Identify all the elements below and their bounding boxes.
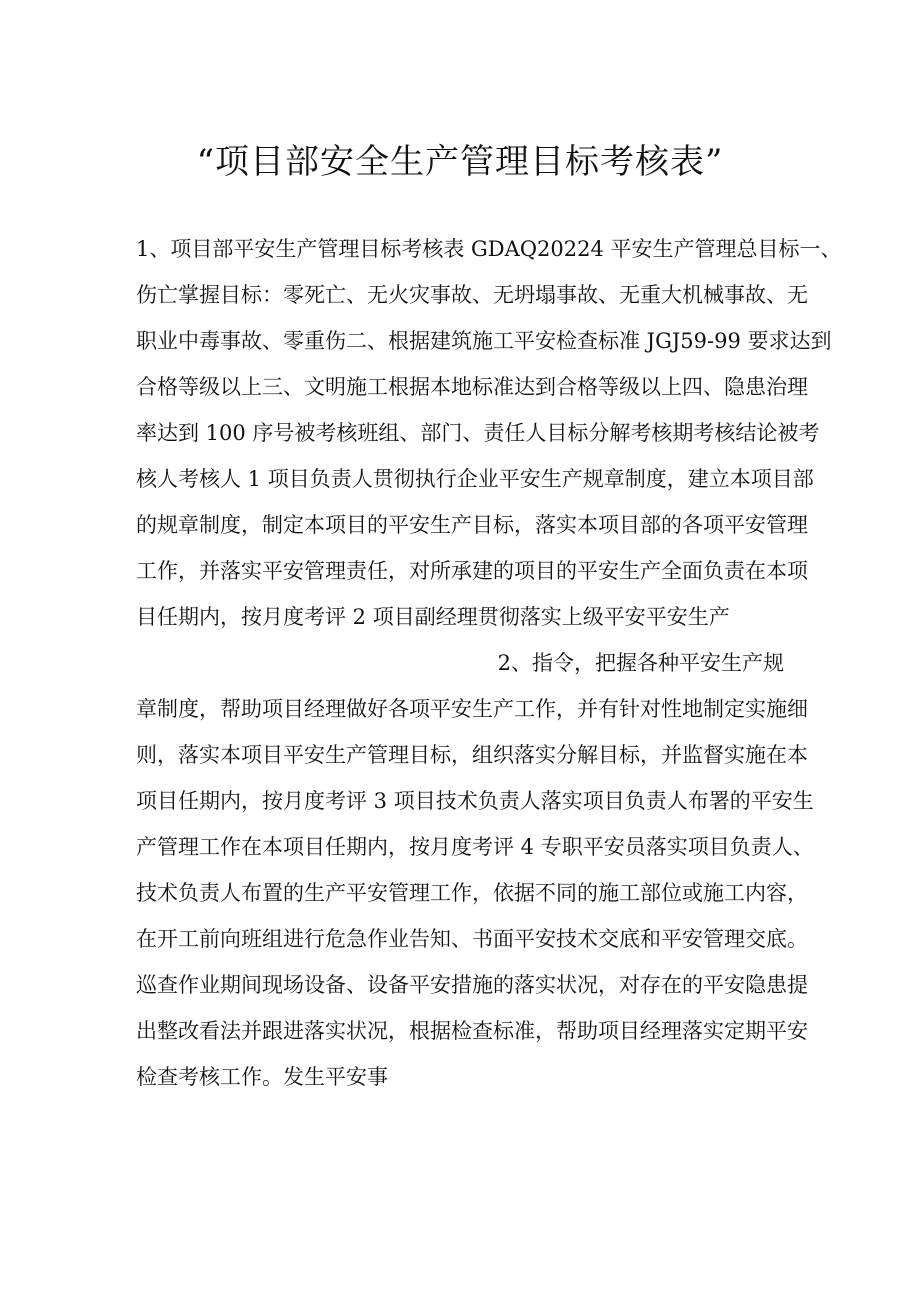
document-title: “项目部安全生产管理目标考核表” xyxy=(196,142,724,182)
text-line: 伤亡掌握目标：零死亡、无火灾事故、无坍塌事故、无重大机械事故、无 xyxy=(136,283,808,307)
text-line: 目任期内，按月度考评 2 项目副经理贯彻落实上级平安平安生产 xyxy=(136,605,730,629)
text-line: 的规章制度，制定本项目的平安生产目标，落实本项目部的各项平安管理 xyxy=(136,513,808,537)
text-line: 核人考核人 1 项目负责人贯彻执行企业平安生产规章制度，建立本项目部 xyxy=(136,467,814,491)
text-line: 则，落实本项目平安生产管理目标，组织落实分解目标，并监督实施在本 xyxy=(136,743,808,767)
text-line: 项目任期内，按月度考评 3 项目技术负责人落实项目负责人布署的平安生 xyxy=(136,789,814,813)
text-line: 合格等级以上三、文明施工根据本地标准达到合格等级以上四、隐患治理 xyxy=(136,375,808,399)
text-line: 工作，并落实平安管理责任，对所承建的项目的平安生产全面负责在本项 xyxy=(136,559,808,583)
text-line: 职业中毒事故、零重伤二、根据建筑施工平安检查标准 JGJ59-99 要求达到 xyxy=(136,329,832,353)
text-line: 技术负责人布置的生产平安管理工作，依据不同的施工部位或施工内容， xyxy=(136,881,808,905)
text-line: 率达到 100 序号被考核班组、部门、责任人目标分解考核期考核结论被考 xyxy=(136,421,820,445)
text-line: 在开工前向班组进行危急作业告知、书面平安技术交底和平安管理交底。 xyxy=(136,927,808,951)
text-line: 1、项目部平安生产管理目标考核表 GDAQ20224 平安生产管理总目标一、 xyxy=(136,237,842,261)
text-line: 出整改看法并跟进落实状况，根据检查标准，帮助项目经理落实定期平安 xyxy=(136,1019,808,1043)
document-body xyxy=(136,226,842,1100)
text-line: 章制度，帮助项目经理做好各项平安生产工作，并有针对性地制定实施细 xyxy=(136,697,808,721)
text-line: 2、指令，把握各种平安生产规 xyxy=(497,651,784,675)
text-line: 产管理工作在本项目任期内，按月度考评 4 专职平安员落实项目负责人、 xyxy=(136,835,814,859)
text-line: 检查考核工作。发生平安事 xyxy=(136,1065,388,1089)
text-line: 巡查作业期间现场设备、设备平安措施的落实状况，对存在的平安隐患提 xyxy=(136,973,808,997)
